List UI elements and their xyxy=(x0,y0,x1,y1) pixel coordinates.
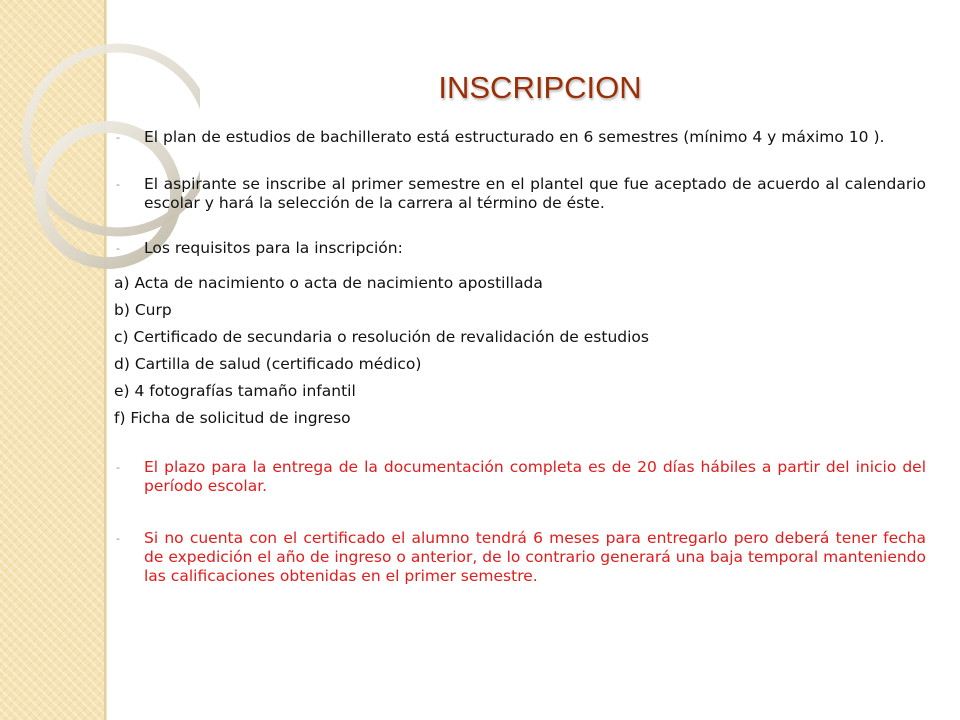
requirement-item: e) 4 fotografías tamaño infantil xyxy=(114,382,356,400)
bullet-requisitos xyxy=(114,239,926,258)
bullet-dash-icon: - xyxy=(116,242,120,255)
bullet-dash-icon: - xyxy=(116,461,120,474)
bullet-plan-text: El plan de estudios de bachillerato está estructurado en 6 semestres (mínimo 4 y máximo 10 ). xyxy=(144,128,885,146)
note-plazo xyxy=(114,458,926,496)
bullet-dash-icon: - xyxy=(116,131,120,144)
bullet-plan xyxy=(114,128,926,147)
slide-title: INSCRIPCION xyxy=(438,70,642,105)
slide-body xyxy=(114,128,926,586)
bullet-dash-icon: - xyxy=(116,532,120,545)
bullet-aspirante-text: El aspirante se inscribe al primer semestre en el plantel que fue aceptado de acuerdo al calendario escolar y hará la selección de la carrera al término de éste. xyxy=(144,175,926,212)
bullet-dash-icon: - xyxy=(116,178,120,191)
requirement-item: c) Certificado de secundaria o resolución de revalidación de estudios xyxy=(114,328,649,346)
note-certificado xyxy=(114,529,926,586)
bullet-requisitos-text: Los requisitos para la inscripción: xyxy=(144,239,403,257)
note-plazo-text: El plazo para la entrega de la documentación completa es de 20 días hábiles a partir del inicio del período escolar. xyxy=(144,458,926,495)
requirement-item: a) Acta de nacimiento o acta de nacimiento apostillada xyxy=(114,274,543,292)
bullet-aspirante xyxy=(114,175,926,213)
requirement-item: d) Cartilla de salud (certificado médico) xyxy=(114,355,422,373)
requirement-item: f) Ficha de solicitud de ingreso xyxy=(114,409,351,427)
note-certificado-text: Si no cuenta con el certificado el alumno tendrá 6 meses para entregarlo pero deberá tener fecha de expedición el año de ingreso o anterior, de lo contrario generará una baja temporal manteniendo las calificaciones obtenidas en el primer semestre. xyxy=(144,529,926,585)
requirement-item: b) Curp xyxy=(114,301,172,319)
